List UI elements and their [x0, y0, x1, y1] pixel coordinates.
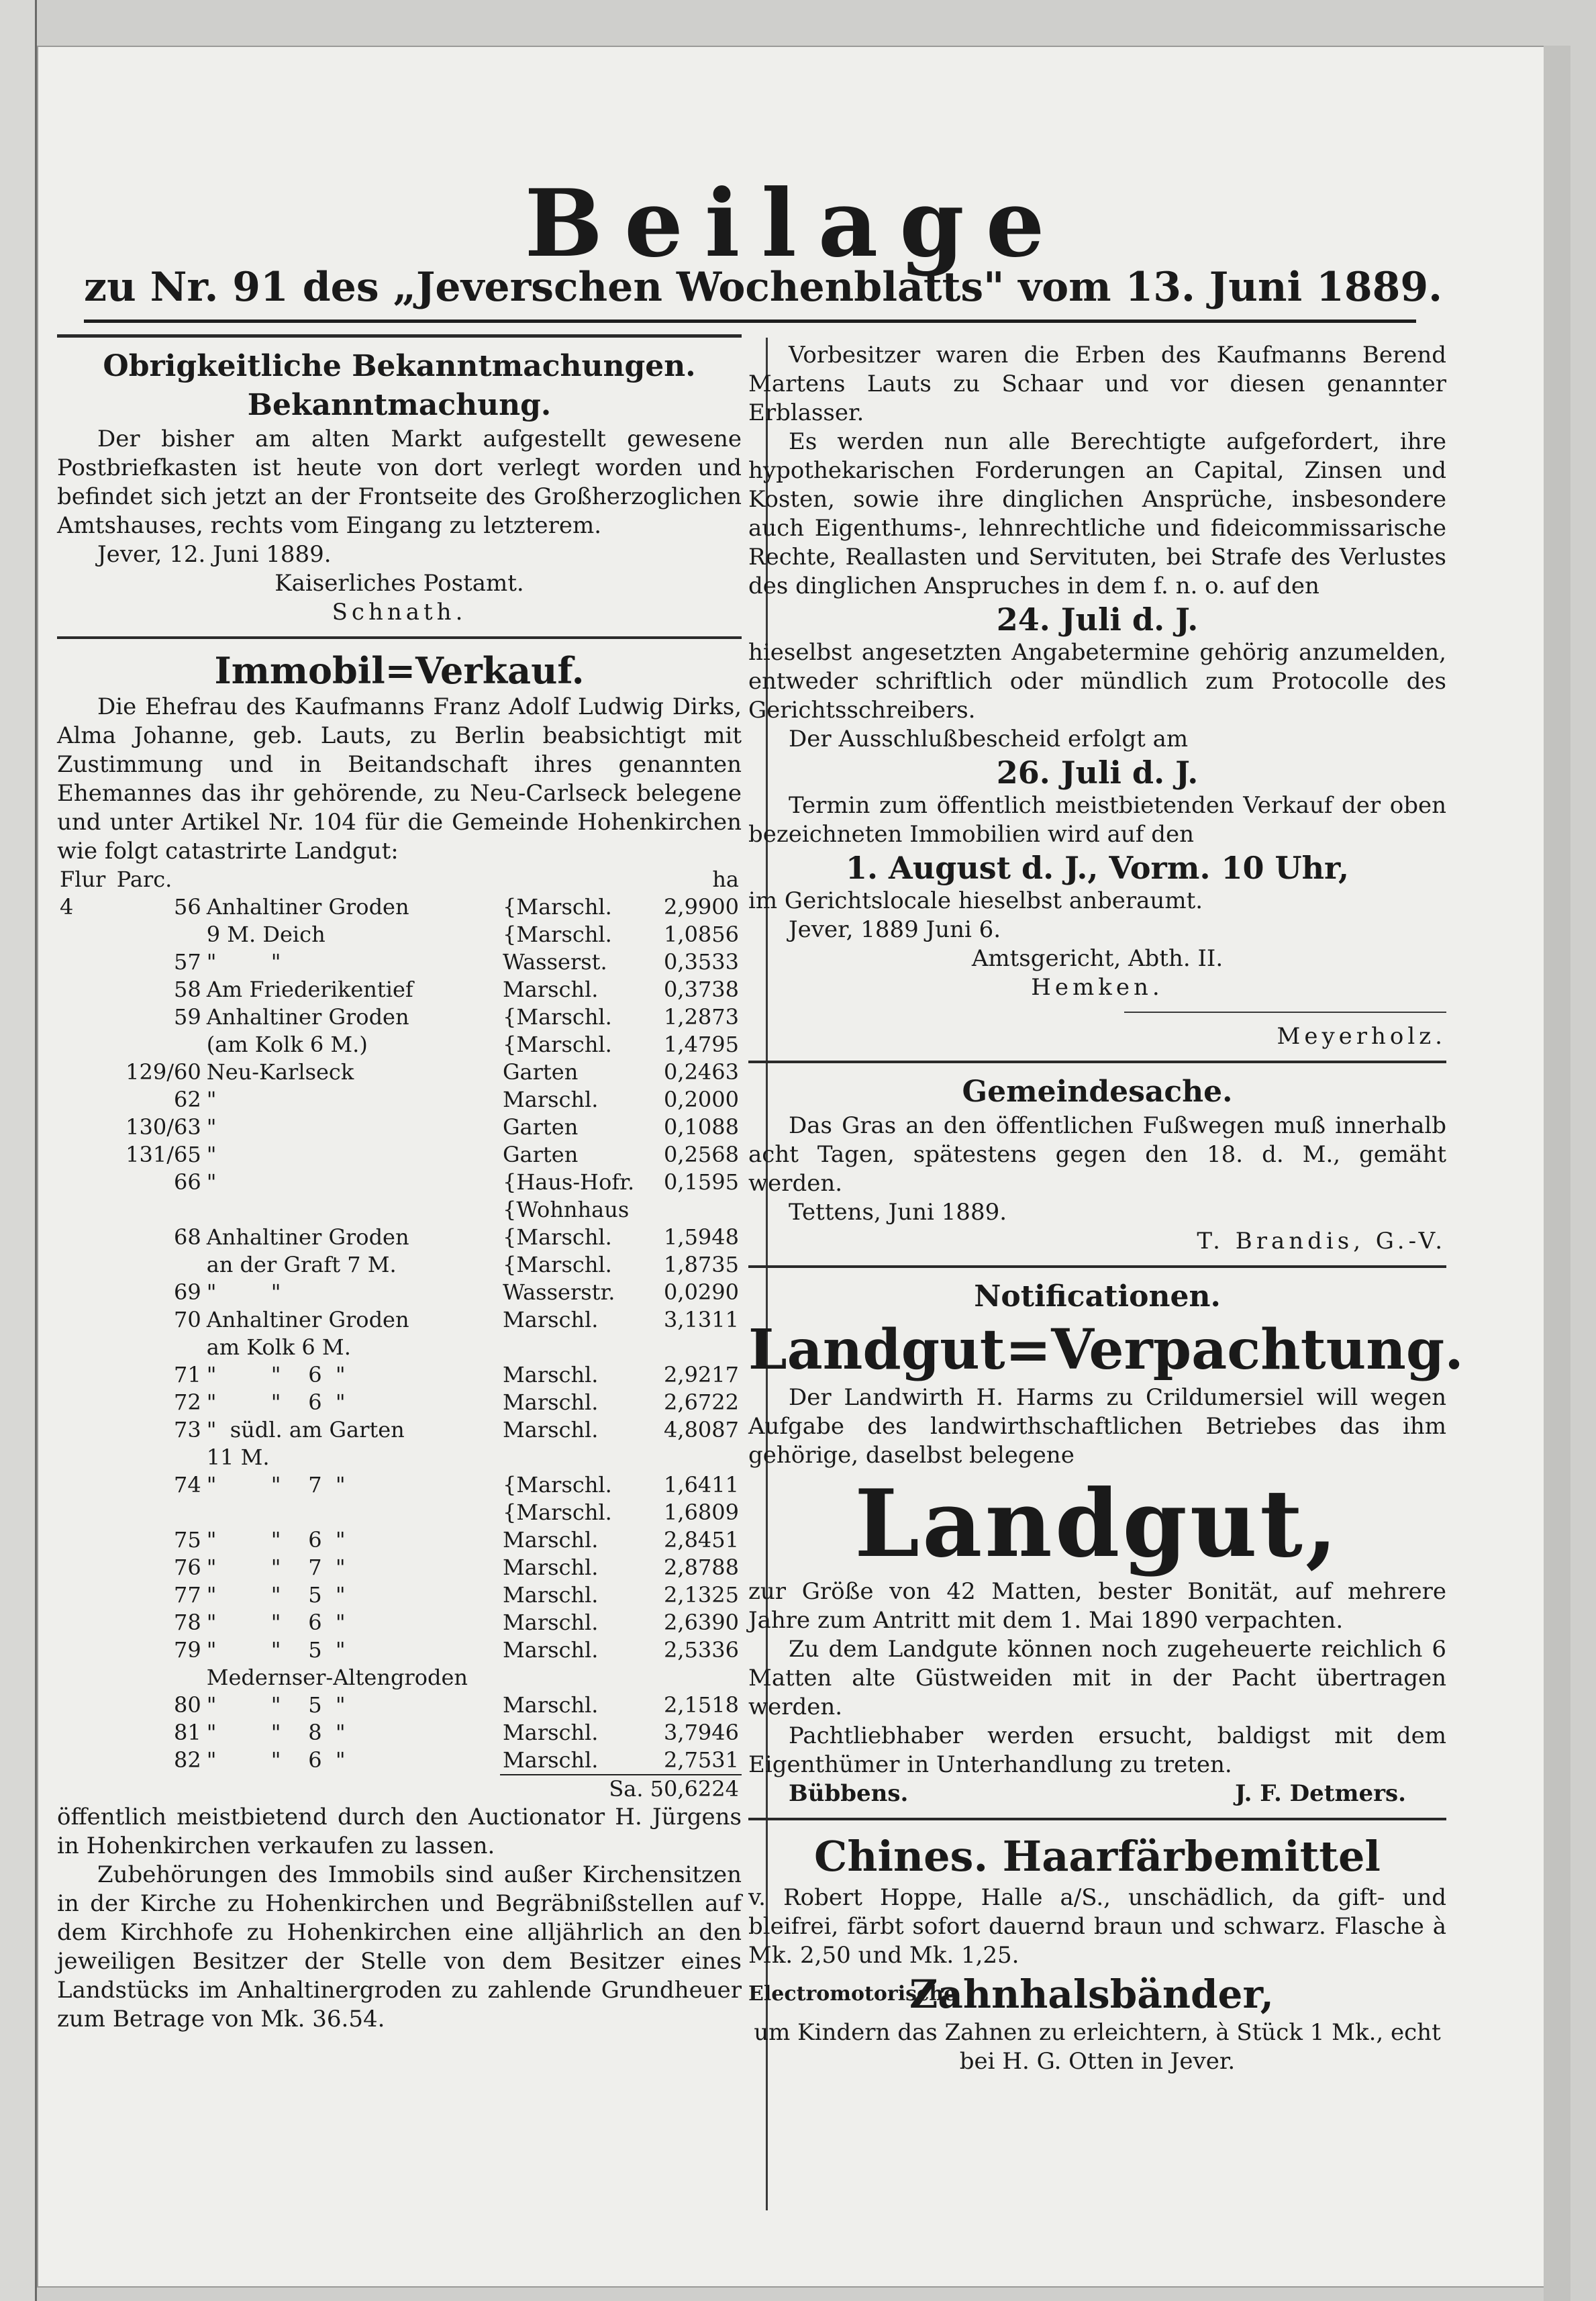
- right-column: [748, 341, 1464, 2076]
- parcel-row: [57, 1251, 742, 1279]
- parcel-desc: Anhaltiner Groden: [206, 1004, 409, 1030]
- parcel-kind: Marschl.: [502, 1582, 599, 1608]
- parcel-table-header: [57, 866, 742, 893]
- parcel-kind: {Wohnhaus: [502, 1197, 630, 1222]
- parcel-flur: [57, 1389, 114, 1416]
- parcel-flur: [57, 1031, 114, 1059]
- court-date-2: 26. Juli d. J.: [996, 754, 1199, 791]
- lease-body-3: Zu dem Landgute können noch zugeheuerte reichlich 6 Matten alte Güstweiden mit in der Pacht übertragen werden.: [748, 1636, 1446, 1720]
- parcel-parc: [114, 1031, 204, 1059]
- parcel-parc: 56: [173, 894, 201, 920]
- parcel-ha: [652, 1664, 742, 1692]
- parcel-flur: [57, 1554, 114, 1581]
- parcel-parc: 129/60: [126, 1059, 201, 1085]
- court-call: Es werden nun alle Berechtigte aufgefordert, ihre hypothekarischen Forderungen an Capital, Zinsen und Kosten, sowie ihre dinglichen Ansprüche, insbesondere auch Eigenthums-, lehnrechtliche und fideicommissarische Rechte, Reallasten und Servituten, bei Strafe des Verlustes des dinglichen Anspruches in dem f. n. o. auf den: [748, 428, 1446, 599]
- parcel-ha: 1,6809: [664, 1500, 739, 1525]
- parcel-row: [57, 1003, 742, 1031]
- parcel-flur: [57, 976, 114, 1003]
- parcel-ha: 0,3533: [664, 949, 739, 975]
- parcel-kind: [500, 1444, 652, 1471]
- parcel-desc: [204, 1196, 500, 1224]
- parcel-desc: Neu-Karlseck: [206, 1059, 354, 1085]
- notice-place-date: Jever, 12. Juni 1889.: [97, 541, 332, 568]
- parcel-desc: 11 M.: [206, 1445, 270, 1470]
- parcel-ha: 0,2463: [664, 1059, 739, 1085]
- lease-body-4: Pachtliebhaber werden ersucht, baldigst mit dem Eigenthümer in Unterhandlung zu treten.: [748, 1722, 1446, 1778]
- parcel-desc: 9 M. Deich: [206, 922, 326, 947]
- parcel-desc: ": [206, 1169, 217, 1195]
- section-rule: [748, 1061, 1446, 1063]
- parcel-parc: 74: [173, 1472, 201, 1498]
- masthead-title: Beilage: [524, 168, 1066, 278]
- parcel-kind: Marschl.: [502, 1747, 599, 1773]
- page-edge-shadow: [1544, 46, 1570, 2301]
- parcel-ha: 2,6390: [664, 1610, 739, 1635]
- parcel-row: [57, 1444, 742, 1471]
- parcel-flur: [57, 1526, 114, 1554]
- parcel-ha: 2,8788: [664, 1555, 739, 1580]
- parcel-ha: 2,9217: [664, 1362, 739, 1387]
- parcel-row: [57, 1169, 742, 1196]
- parcel-desc: Anhaltiner Groden: [206, 1224, 409, 1250]
- parcel-desc: " ": [206, 949, 281, 975]
- parcel-row: [57, 1416, 742, 1444]
- parcel-ha: 1,6411: [664, 1472, 739, 1498]
- parcel-ha: 0,3738: [664, 977, 739, 1002]
- parcel-kind: {Marschl.: [502, 922, 612, 947]
- court-clerk: Meyerholz.: [1277, 1023, 1446, 1050]
- parcel-desc: " " 6 ": [206, 1527, 346, 1553]
- community-place-date: Tettens, Juni 1889.: [789, 1199, 1007, 1226]
- parcel-row: [57, 1747, 742, 1775]
- parcel-ha: 2,1518: [664, 1692, 739, 1718]
- notice-signature: Schnath.: [332, 599, 467, 626]
- parcel-flur: [57, 1664, 114, 1692]
- parcel-kind: Marschl.: [502, 1087, 599, 1112]
- parcel-desc: " " 7 ": [206, 1555, 346, 1580]
- parcel-parc: [114, 1444, 204, 1471]
- parcel-kind: {Marschl.: [502, 1224, 612, 1250]
- parcel-parc: [114, 1196, 204, 1224]
- parcel-flur: [57, 921, 114, 948]
- parcel-parc: 66: [173, 1169, 201, 1195]
- parcel-parc: 79: [173, 1637, 201, 1663]
- ha-header: ha: [712, 867, 739, 892]
- court-judge: Hemken.: [1031, 974, 1164, 1001]
- section-title: Obrigkeitliche Bekanntmachungen.: [103, 349, 696, 383]
- parcel-desc: ": [206, 1087, 217, 1112]
- parcel-flur: [57, 1747, 114, 1775]
- parcel-flur: [57, 1471, 114, 1499]
- parcel-flur: [57, 1003, 114, 1031]
- court-auction-term: Termin zum öffentlich meistbietenden Verkauf der oben bezeichneten Immobilien wird auf den: [748, 792, 1446, 848]
- parcel-kind: Marschl.: [502, 1527, 599, 1553]
- parcel-parc: 81: [173, 1720, 201, 1745]
- parcel-row: [57, 893, 742, 921]
- parcel-desc: " " 6 ": [206, 1362, 346, 1387]
- parcel-row: [57, 1141, 742, 1169]
- parcel-parc: 71: [173, 1362, 201, 1387]
- parcel-desc: " ": [206, 1279, 281, 1305]
- section-rule: [748, 1265, 1446, 1268]
- sale-after-table: öffentlich meistbietend durch den Auctionator H. Jürgens in Hohenkirchen verkaufen zu lassen.: [57, 1804, 742, 1859]
- community-title: Gemeindesache.: [962, 1075, 1233, 1109]
- parcel-kind: Marschl.: [502, 1362, 599, 1387]
- parcel-ha: 3,1311: [664, 1307, 739, 1332]
- parcel-parc: [114, 921, 204, 948]
- parcel-flur: [57, 1196, 114, 1224]
- parcel-row: [57, 976, 742, 1003]
- parcel-flur: 4: [60, 894, 74, 920]
- parcel-flur: [57, 1499, 114, 1526]
- parcel-desc: Anhaltiner Groden: [206, 894, 409, 920]
- parcel-row: [57, 921, 742, 948]
- parcel-kind: {Marschl.: [502, 1500, 612, 1525]
- parcel-ha: 0,1088: [664, 1114, 739, 1140]
- parcel-desc: am Kolk 6 M.: [206, 1334, 351, 1360]
- parcel-parc: [114, 1334, 204, 1361]
- parcel-total: Sa. 50,6224: [500, 1775, 742, 1803]
- parcel-ha: 1,0856: [664, 922, 739, 947]
- hair-ad-body: v. Robert Hoppe, Halle a/S., unschädlich, da gift- und bleifrei, färbt sofort dauernd braun und schwarz. Flasche à Mk. 2,50 und Mk. 1,25.: [748, 1884, 1446, 1969]
- parcel-ha: [652, 1334, 742, 1361]
- parcel-ha: 0,2568: [664, 1142, 739, 1167]
- parcel-kind: Garten: [502, 1142, 579, 1167]
- signature-rule: [1124, 1012, 1446, 1013]
- teething-ad-prefix: Electromotorische: [748, 1982, 957, 2006]
- parcel-desc: " südl. am Garten: [206, 1417, 405, 1442]
- court-location: im Gerichtslocale hieselbst anberaumt.: [748, 887, 1203, 914]
- masthead-subtitle: zu Nr. 91 des „Jeverschen Wochenblatts" vom 13. Juni 1889.: [84, 264, 1443, 311]
- lease-place: Bübbens.: [789, 1780, 909, 1807]
- parcel-desc: Am Friederikentief: [206, 977, 413, 1002]
- parcel-kind: {Marschl.: [502, 1472, 612, 1498]
- newspaper-page: [37, 46, 1554, 2288]
- notifications-title: Notificationen.: [974, 1279, 1221, 1314]
- parcel-kind: Garten: [502, 1114, 579, 1140]
- lease-title: Landgut=Verpachtung.: [748, 1318, 1464, 1382]
- parcel-row: [57, 1664, 742, 1692]
- lease-body-2: zur Größe von 42 Matten, bester Bonität, auf mehrere Jahre zum Antritt mit dem 1. Mai 1890 verpachten.: [748, 1578, 1446, 1634]
- notice-office: Kaiserliches Postamt.: [275, 570, 524, 597]
- parcel-flur: [57, 1306, 114, 1334]
- community-signature: T. Brandis, G.-V.: [1197, 1228, 1446, 1255]
- court-exclusion: Der Ausschlußbescheid erfolgt am: [789, 726, 1189, 752]
- parcel-row: [57, 1334, 742, 1361]
- parcel-parc: [114, 1251, 204, 1279]
- adjacent-page-edge: [0, 0, 37, 2301]
- parcel-desc: ": [206, 1114, 217, 1140]
- parcel-kind: {Marschl.: [502, 1004, 612, 1030]
- sale-title: Immobil=Verkauf.: [214, 649, 585, 692]
- parcel-parc: 130/63: [126, 1114, 201, 1140]
- notice-body: Der bisher am alten Markt aufgestellt gewesene Postbriefkasten ist heute von dort verlegt worden und befindet sich jetzt an der Frontseite des Großherzoglichen Amtshauses, rechts vom Eingang zu letzterem.: [57, 426, 742, 539]
- court-name: Amtsgericht, Abth. II.: [971, 945, 1224, 972]
- court-date-3: 1. August d. J., Vorm. 10 Uhr,: [846, 850, 1349, 886]
- parcel-row: [57, 1196, 742, 1224]
- notice-title: Bekanntmachung.: [247, 388, 552, 422]
- parcel-desc: Medernser-Altengroden: [206, 1665, 468, 1690]
- parcel-desc: " " 5 ": [206, 1637, 346, 1663]
- parcel-flur: [57, 1581, 114, 1609]
- teething-ad-title: Zahnhalsbänder,: [909, 1971, 1274, 2017]
- parcel-desc: " " 6 ": [206, 1610, 346, 1635]
- parcel-row: [57, 1361, 742, 1389]
- parcel-parc: 78: [173, 1610, 201, 1635]
- parcel-parc: 59: [173, 1004, 201, 1030]
- parcel-row: [57, 1031, 742, 1059]
- parcel-ha: 4,8087: [664, 1417, 739, 1442]
- parcel-kind: {Marschl.: [502, 1032, 612, 1057]
- court-place-date: Jever, 1889 Juni 6.: [789, 916, 1001, 943]
- parcel-parc: 75: [173, 1527, 201, 1553]
- parcel-parc: 82: [173, 1747, 201, 1773]
- lease-signature-line: [748, 1779, 1446, 1808]
- court-after-date-1: hieselbst angesetzten Angabetermine gehörig anzumelden, entweder schriftlich oder mündlich zum Protocolle des Gerichtsschreibers.: [748, 639, 1446, 724]
- parcel-flur: [57, 1141, 114, 1169]
- parcel-kind: Marschl.: [502, 977, 599, 1002]
- parcel-kind: Garten: [502, 1059, 579, 1085]
- parcel-desc: Anhaltiner Groden: [206, 1307, 409, 1332]
- sale-intro: Die Ehefrau des Kaufmanns Franz Adolf Ludwig Dirks, Alma Johanne, geb. Lauts, zu Berlin beabsichtigt mit Zustimmung und in Beitandschaft ihres genannten Ehemannes das ihr gehörende, zu Neu-Carlseck belegene und unter Artikel Nr. 104 für die Gemeinde Hohenkirchen wie folgt catastrirte Landgut:: [57, 693, 742, 865]
- parcel-ha: 2,8451: [664, 1527, 739, 1553]
- parcel-flur: [57, 1059, 114, 1086]
- masthead-rule: [84, 320, 1416, 323]
- parcel-parc: 80: [173, 1692, 201, 1718]
- parcel-kind: [500, 1334, 652, 1361]
- parcel-ha: 2,6722: [664, 1389, 739, 1415]
- parcel-row: [57, 1471, 742, 1499]
- parcel-ha: 1,4795: [664, 1032, 739, 1057]
- parcel-ha: 3,7946: [664, 1720, 739, 1745]
- parcel-desc: " " 5 ": [206, 1582, 346, 1608]
- parcel-row: [57, 1609, 742, 1636]
- parcel-desc: [204, 1499, 500, 1526]
- parcel-total-row: [57, 1775, 742, 1803]
- parcel-parc: 69: [173, 1279, 201, 1305]
- parcel-parc: 68: [173, 1224, 201, 1250]
- parcel-parc: 76: [173, 1555, 201, 1580]
- parcel-ha: 0,2000: [664, 1087, 739, 1112]
- parcel-parc: 131/65: [126, 1142, 201, 1167]
- parcel-desc: an der Graft 7 M.: [206, 1252, 397, 1277]
- court-date-1: 24. Juli d. J.: [996, 601, 1199, 638]
- parcel-parc: 70: [173, 1307, 201, 1332]
- parcel-kind: Wasserstr.: [502, 1279, 615, 1305]
- parcel-parc: 77: [173, 1582, 201, 1608]
- parcel-flur: [57, 1719, 114, 1747]
- parcel-row: [57, 1389, 742, 1416]
- parcel-parc: 73: [173, 1417, 201, 1442]
- flur-header: Flur: [60, 867, 106, 892]
- parcel-row: [57, 1581, 742, 1609]
- parcel-flur: [57, 1279, 114, 1306]
- court-continuation: Vorbesitzer waren die Erben des Kaufmanns Berend Martens Lauts zu Schaar und vor diesen genannter Erblasser.: [748, 342, 1446, 426]
- parcel-flur: [57, 1636, 114, 1664]
- parcel-parc: [114, 1664, 204, 1692]
- parcel-ha: [652, 1444, 742, 1471]
- parcel-row: [57, 1499, 742, 1526]
- parcel-flur: [57, 1224, 114, 1251]
- parcel-kind: Marschl.: [502, 1389, 599, 1415]
- parcel-flur: [57, 1361, 114, 1389]
- parcel-flur: [57, 1086, 114, 1114]
- parcel-kind: [500, 1664, 652, 1692]
- parcel-flur: [57, 1169, 114, 1196]
- parc-header: Parc.: [116, 867, 172, 892]
- parcel-kind: Marschl.: [502, 1692, 599, 1718]
- parcel-kind: Marschl.: [502, 1555, 599, 1580]
- parcel-row: [57, 1306, 742, 1334]
- parcel-flur: [57, 1444, 114, 1471]
- parcel-ha: 1,5948: [664, 1224, 739, 1250]
- parcel-flur: [57, 1416, 114, 1444]
- section-rule: [748, 1818, 1446, 1820]
- parcel-row: [57, 1224, 742, 1251]
- parcel-ha: 1,8735: [664, 1252, 739, 1277]
- parcel-ha: 2,5336: [664, 1637, 739, 1663]
- section-rule: [57, 636, 742, 639]
- parcel-kind: Marschl.: [502, 1417, 599, 1442]
- community-body: Das Gras an den öffentlichen Fußwegen muß innerhalb acht Tagen, spätestens gegen den 18. d. M., gemäht werden.: [748, 1112, 1446, 1197]
- parcel-ha: 0,0290: [664, 1279, 739, 1305]
- parcel-row: [57, 1719, 742, 1747]
- parcel-kind: {Marschl.: [502, 1252, 612, 1277]
- hair-ad-title: Chines. Haarfärbemittel: [814, 1832, 1381, 1881]
- parcel-desc: " " 6 ": [206, 1389, 346, 1415]
- parcel-parc: 58: [173, 977, 201, 1002]
- parcel-desc: " " 7 ": [206, 1472, 346, 1498]
- parcel-ha: 1,2873: [664, 1004, 739, 1030]
- parcel-desc: (am Kolk 6 M.): [206, 1032, 368, 1057]
- parcel-ha: 0,1595: [664, 1169, 739, 1195]
- parcel-flur: [57, 948, 114, 976]
- parcel-ha: [652, 1196, 742, 1224]
- parcel-kind: Marschl.: [502, 1720, 599, 1745]
- parcel-row: [57, 1086, 742, 1114]
- teething-ad-heading: [748, 1970, 1446, 2018]
- parcel-kind: {Marschl.: [502, 894, 612, 920]
- lease-body-1: Der Landwirth H. Harms zu Crildumersiel will wegen Aufgabe des landwirthschaftlichen Betriebes das ihm gehörige, daselbst belegene: [748, 1384, 1446, 1469]
- parcel-ha: 2,1325: [664, 1582, 739, 1608]
- parcel-ha: 2,9900: [664, 894, 739, 920]
- parcel-row: [57, 1059, 742, 1086]
- teething-ad-body: um Kindern das Zahnen zu erleichtern, à Stück 1 Mk., echt bei H. G. Otten in Jever.: [754, 2019, 1441, 2075]
- parcel-row: [57, 1554, 742, 1581]
- parcel-desc: ": [206, 1142, 217, 1167]
- parcel-parc: 72: [173, 1389, 201, 1415]
- parcel-row: [57, 948, 742, 976]
- sale-appurtenances: Zubehörungen des Immobils sind außer Kirchensitzen in der Kirche zu Hohenkirchen und Begräbnißstellen auf dem Kirchhofe zu Hohenkirchen eine alljährlich an den jeweiligen Besitzer der Stelle von dem Besitzer eines Landstücks im Anhaltinergroden zu zahlende Grundheuer zum Betrage von Mk. 36.54.: [57, 1861, 742, 2033]
- parcel-ha: 2,7531: [664, 1747, 739, 1773]
- parcel-desc: " " 6 ": [206, 1747, 346, 1773]
- parcel-flur: [57, 1251, 114, 1279]
- parcel-desc: " " 5 ": [206, 1692, 346, 1718]
- parcel-parc: 57: [173, 949, 201, 975]
- parcel-row: [57, 1692, 742, 1719]
- parcel-kind: Wasserst.: [502, 949, 607, 975]
- parcel-row: [57, 1279, 742, 1306]
- parcel-row: [57, 1526, 742, 1554]
- section-rule: [57, 334, 742, 338]
- parcel-desc: " " 8 ": [206, 1720, 346, 1745]
- lease-big-word: Landgut,: [854, 1469, 1340, 1578]
- parcel-flur: [57, 1114, 114, 1141]
- parcel-flur: [57, 1609, 114, 1636]
- parcel-kind: {Haus-Hofr.: [502, 1169, 635, 1195]
- parcel-kind: Marschl.: [502, 1307, 599, 1332]
- parcel-parc: [114, 1499, 204, 1526]
- lease-signature: J. F. Detmers.: [1235, 1780, 1406, 1807]
- parcel-table: [57, 866, 742, 1803]
- parcel-flur: [57, 1334, 114, 1361]
- parcel-kind: Marschl.: [502, 1610, 599, 1635]
- left-column: [57, 334, 742, 2034]
- parcel-row: [57, 1114, 742, 1141]
- parcel-parc: 62: [173, 1087, 201, 1112]
- parcel-row: [57, 1636, 742, 1664]
- parcel-kind: Marschl.: [502, 1637, 599, 1663]
- parcel-flur: [57, 1692, 114, 1719]
